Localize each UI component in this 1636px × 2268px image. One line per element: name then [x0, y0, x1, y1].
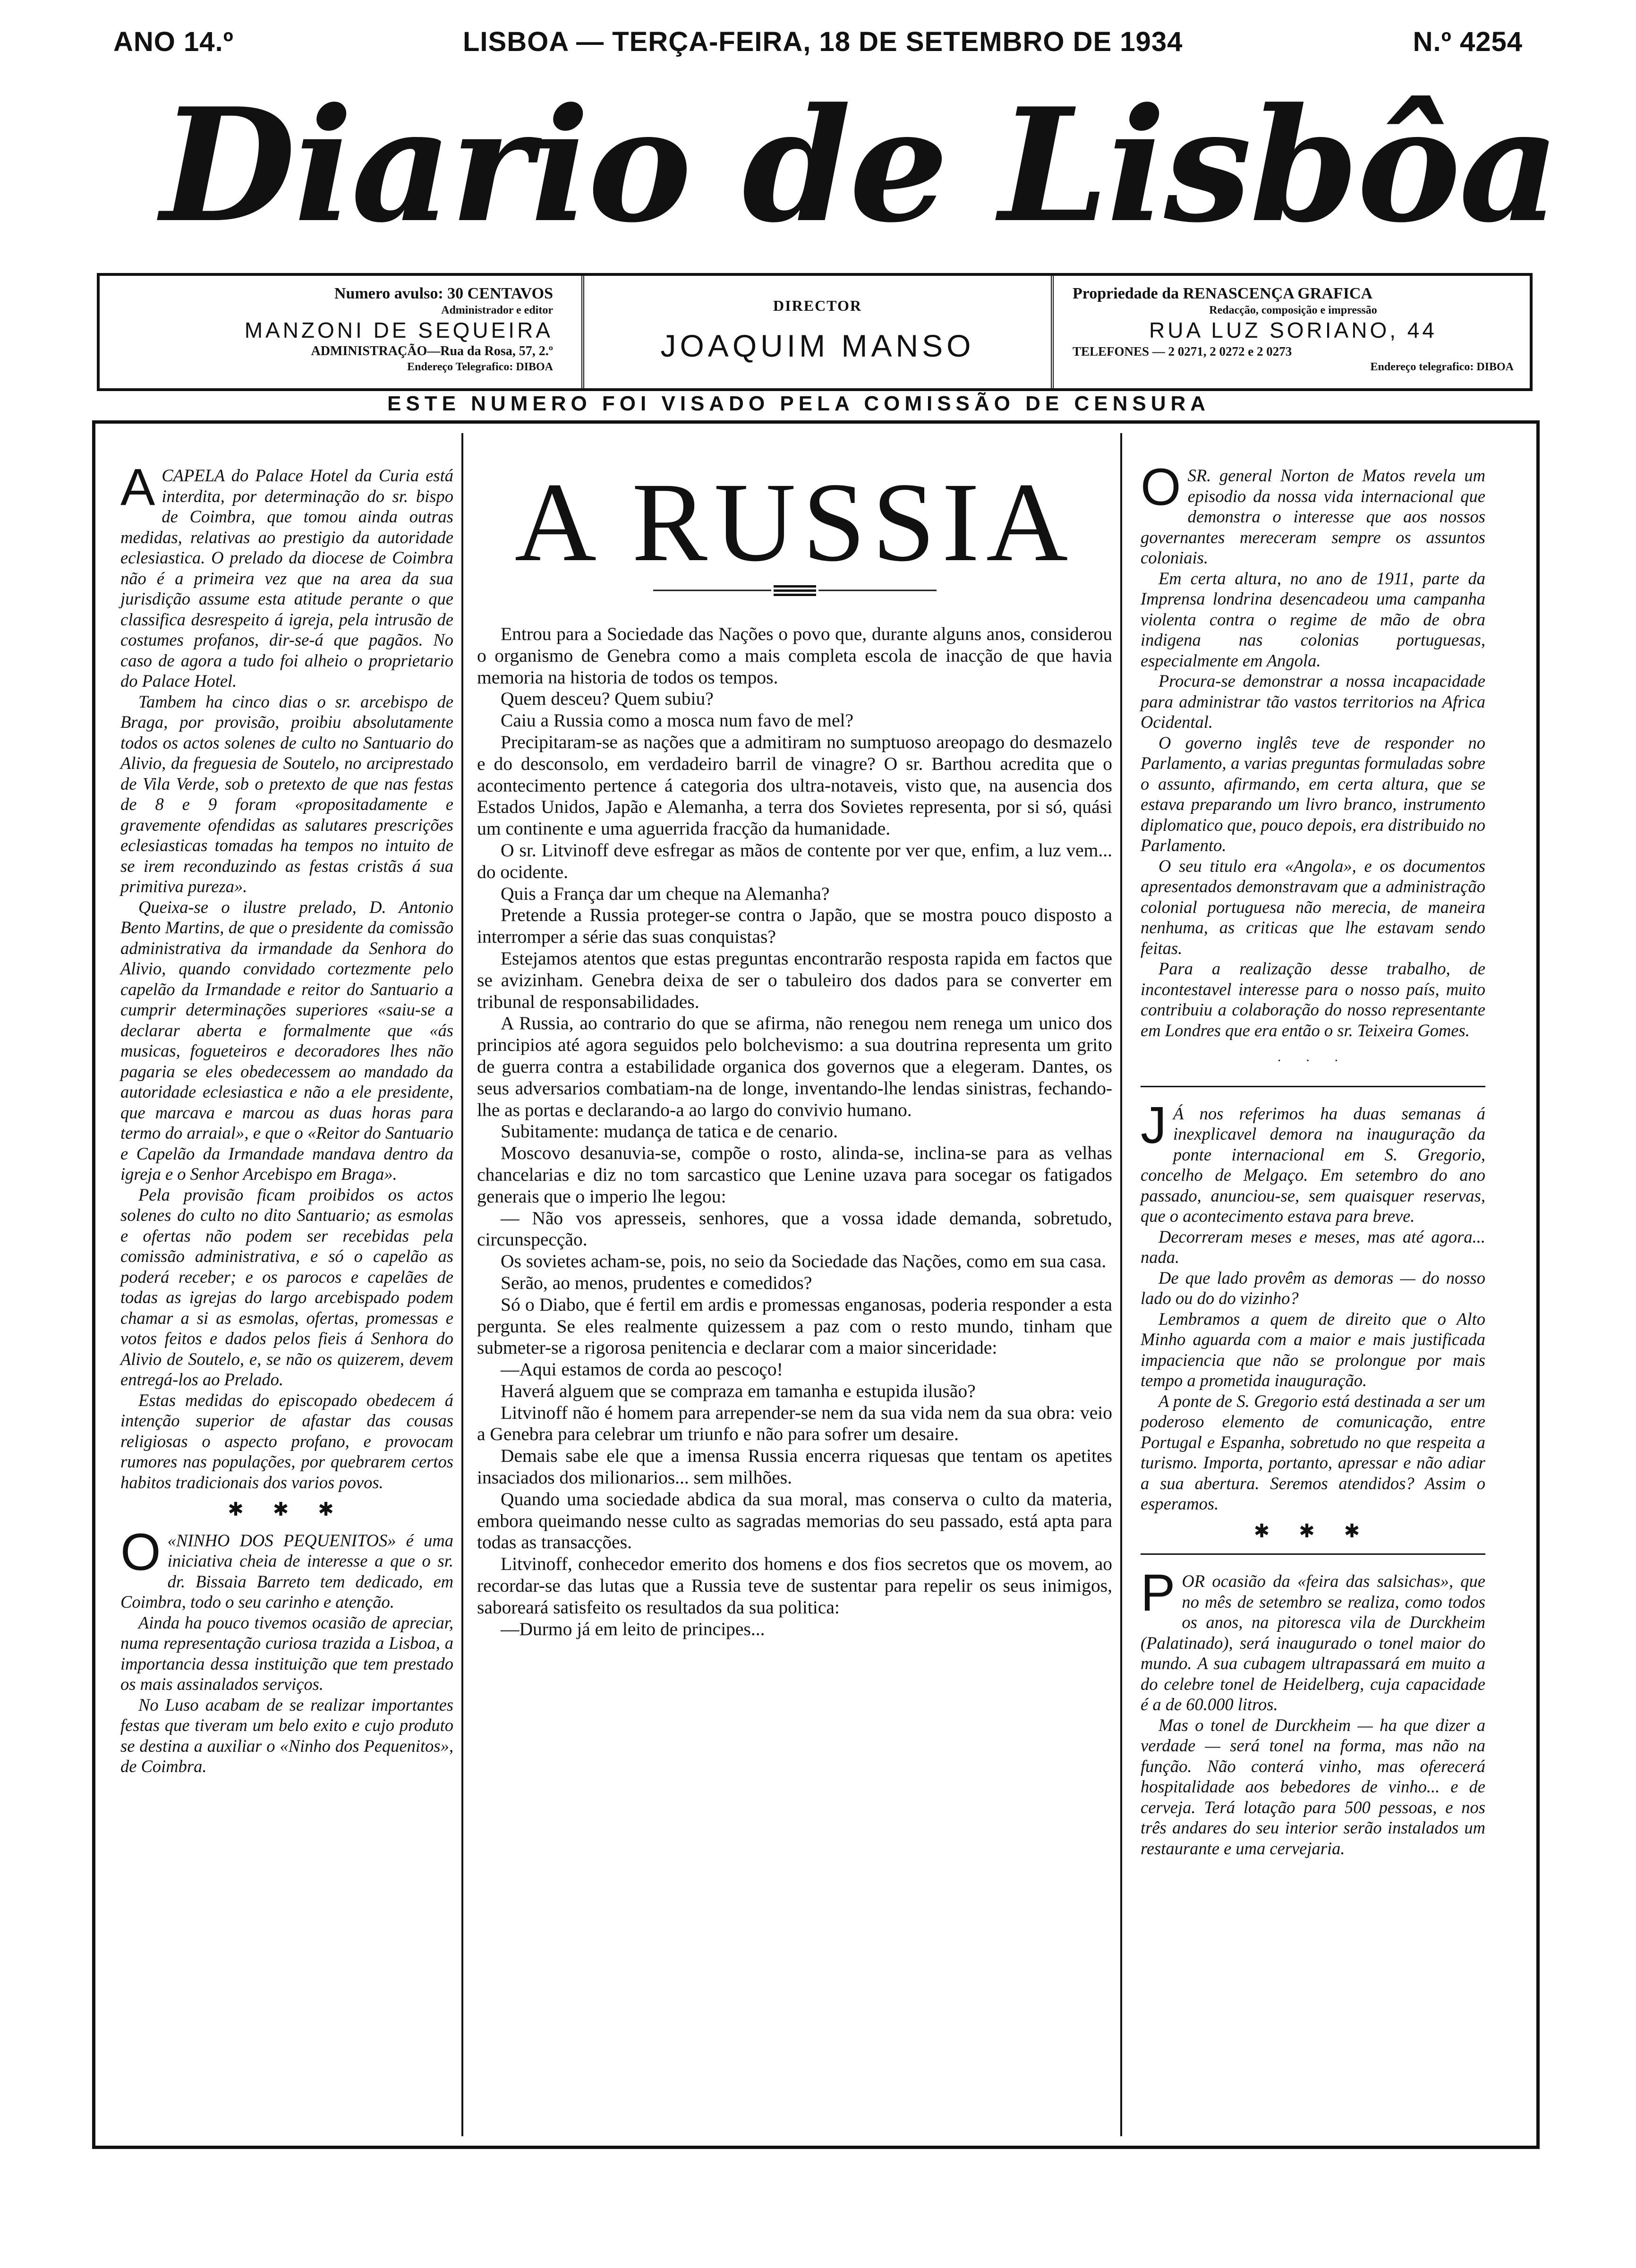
story-paragraph: Mas o tonel de Durckheim — ha que dizer a verdade — será tonel na forma, mas não na função. Não conterá vinho, mas oferecerá hospitalidade aos bebedores de vinho... e de cerveja. Terá lotação para 500 pessoas, e nos três andares do seu interior serão instalados um restaurante e uma cervejaria. — [1141, 1715, 1485, 1858]
info-box — [97, 273, 1533, 391]
article-paragraph: Demais sabe ele que a imensa Russia encerra riquesas que tentam os apetites insaciados dos milionarios... sem milhões. — [477, 1445, 1112, 1488]
story-paragraph: Estas medidas do episcopado obedecem á intenção superior de afastar das cousas religiosas o aspecto profano, e provocam rumores nas populações, por quebrarem certos habitos tradicionais dos varios povos. — [120, 1390, 453, 1492]
masthead — [161, 66, 1559, 264]
masthead-title: Diario de Lisbôa — [161, 74, 1559, 257]
story-paragraph: Lembramos a quem de direito que o Alto Minho aguarda com a maior e mais justificada impaciencia que não se prolongue por mais tempo a prometida inauguração. — [1141, 1309, 1485, 1390]
info-right — [1054, 276, 1533, 388]
director-name: JOAQUIM MANSO — [660, 328, 975, 363]
story-paragraph: ACAPELA do Palace Hotel da Curia está interdita, por determinação do sr. bispo de Coimbra, que tomou ainda outras medidas, relativas ao prestigio da autoridade eclesiastica. O prelado da diocese de Coimbra não é a primeira vez que na area da sua jurisdição assume esta atitude perante o que classifica desrespeito á igreja, pela intrusão de costumes profanos, dir-se-á que pagãos. No caso de agora a tudo foi alheio o proprietario do Palace Hotel. — [120, 458, 453, 691]
article-paragraph: O sr. Litvinoff deve esfregar as mãos de contente por ver que, enfim, a luz vem... do ocidente. — [477, 839, 1112, 882]
article-paragraph: Haverá alguem que se compraza em tamanha e estupida ilusão? — [501, 1380, 976, 1401]
section-separator: ✱ ✱ ✱ — [228, 1499, 346, 1520]
owner-line: Propriedade da RENASCENÇA GRAFICA — [1073, 285, 1373, 302]
story-paragraph: O governo inglês teve de responder no Parlamento, a varias preguntas formuladas sobre o assunto, afirmando, em certa altura, que se estava preparando um livro branco, instrumento diplomatico que, pouco depois, era distribuido no Parlamento. — [1141, 733, 1485, 855]
center-column — [477, 460, 1112, 1640]
article-paragraph: —Aqui estamos de corda ao pescoço! — [501, 1359, 783, 1380]
article-paragraph: Precipitaram-se as nações que a admitiram no sumptuoso areopago do desmazelo e do desconsolo, em verdadeiro barril de vinagre? O sr. Barthou acredita que o acontecimento pertence á categoria dos ultra-notaveis, visto que, na ausencia dos Estados Unidos, Japão e Alemanha, a terra dos Sovietes representa, por si só, quási um continente e uma aguerrida fracção da humanidade. — [477, 731, 1112, 839]
story-paragraph: J Á nos referimos ha duas semanas á inexplicavel demora na inauguração da ponte internacional em S. Gregorio, concelho de Melgaço. Em setembro do ano passado, anunciou-se, sem quaisquer reservas, que o acontecimento estava para breve. — [1141, 1096, 1485, 1226]
article-paragraph: Entrou para a Sociedade das Nações o povo que, durante alguns anos, considerou o organismo de Genebra como a mais completa escola de inacção de que havia memoria na historia de todos os tempos. — [477, 623, 1112, 688]
dateline: LISBOA — TERÇA-FEIRA, 18 DE SETEMBRO DE 1934 — [463, 26, 1183, 57]
story-paragraph: No Luso acabam de se realizar importantes festas que tiveram um belo exito e cujo produto se destina a auxiliar o «Ninho dos Pequenitos», de Coimbra. — [120, 1695, 453, 1776]
dropcap: J — [1141, 1096, 1167, 1154]
story-paragraph: Tambem ha cinco dias o sr. arcebispo de Braga, por provisão, proibiu absolutamente todos os actos solenes de culto no Santuario do Alivio, da freguesia de Soutelo, no arciprestado de Vila Verde, sob o pretexto de que nas festas de 8 e 9 foram «propositadamente e gravemente ofendidas as salutares prescrições eclesiasticas tomadas ha tempos no intuito de se irem reconduzindo as festas cristãs á sua primitiva pureza». — [120, 691, 453, 896]
section-separator: ✱ ✱ ✱ — [1253, 1520, 1372, 1542]
main-headline: A RUSSIA — [514, 459, 1075, 585]
issue-number: N.º 4254 — [1413, 26, 1523, 57]
street-line: RUA LUZ SORIANO, 44 — [1149, 318, 1437, 342]
story-paragraph: Procura-se demonstrar a nossa incapacidade para administrar tão vastos territorios na Africa Ocidental. — [1141, 671, 1485, 732]
right-telegraph: Endereço telegrafico: DIBOA — [1370, 361, 1514, 373]
left-column — [120, 458, 453, 1777]
story-paragraph: OSR. general Norton de Matos revela um episodio da nossa vida internacional que demonstra o interesse que aos nossos governantes mereceram sempre os assuntos coloniais. — [1141, 458, 1485, 567]
article-paragraph: — Não vos apresseis, senhores, que a vossa idade demanda, sobretudo, circunspecção. — [477, 1207, 1112, 1250]
censorship-notice: ESTE NUMERO FOI VISADO PELA COMISSÃO DE CENSURA — [387, 392, 1210, 415]
admin-address: ADMINISTRAÇÃO—Rua da Rosa, 57, 2.º — [311, 344, 553, 358]
story-paragraph: Pela provisão ficam proibidos os actos solenes do culto no dito Santuario; as esmolas e ofertas não podem ser recebidas pela comissão administrativa, e só o capelão as poderá receber; e os parocos e capelães de todas as igrejas do largo arcebispado podem chamar a si as esmolas, ofertas, promessas e votos feitos e dados pelos fieis á Senhora do Alivio de Soutelo, e, se não os quizerem, devem entregá-los ao Prelado. — [120, 1185, 453, 1389]
story-paragraph: O seu titulo era «Angola», e os documentos apresentados demonstravam que a administração colonial portuguesa não merecia, de maneira nenhuma, as criticas que lhe estavam sendo feitas. — [1141, 856, 1485, 958]
article-paragraph: Litvinoff, conhecedor emerito dos homens e dos fios secretos que os movem, ao recordar-se das lutas que a Russia teve de sustentar para repelir os seus inimigos, saboreará satisfeito os resultados da sua politica: — [477, 1553, 1112, 1618]
year-label: ANO 14.º — [113, 26, 234, 57]
article-paragraph: Os sovietes acham-se, pois, no seio da Sociedade das Nações, como em sua casa. — [501, 1251, 1107, 1272]
story-paragraph: Decorreram meses e meses, mas até agora... nada. — [1141, 1227, 1485, 1267]
section-rule — [1141, 1553, 1485, 1555]
price-line: Numero avulso: 30 CENTAVOS — [334, 285, 553, 302]
article-paragraph: Quis a França dar um cheque na Alemanha? — [501, 883, 830, 904]
dropcap: P — [1141, 1564, 1176, 1622]
admin-role: Administrador e editor — [441, 304, 553, 316]
right-column — [1141, 458, 1485, 1859]
director-label: DIRECTOR — [773, 297, 862, 314]
article-paragraph: Caiu a Russia como a mosca num favo de mel? — [501, 710, 854, 731]
story-paragraph: POR ocasião da «feira das salsichas», que no mês de setembro se realiza, como todos os anos, na pitoresca vila de Durckheim (Palatinado), será inaugurado o tonel maior do mundo. A sua cubagem ultrapassará em muito a do celebre tonel de Heidelberg, cuja capacidade é a de 60.000 litros. — [1141, 1564, 1485, 1714]
story-paragraph: De que lado provêm as demoras — do nosso lado ou do do vizinho? — [1141, 1268, 1485, 1308]
story-paragraph: O «NINHO DOS PEQUENITOS» é uma iniciativa cheia de interesse a que o sr. dr. Bissaia Barreto tem dedicado, em Coimbra, todo o seu carinho e atenção. — [120, 1523, 453, 1611]
article-paragraph: Litvinoff não é homem para arrepender-se nem da sua vida nem da sua obra: veio a Genebra para celebrar um triunfo e não para sofrer um desaire. — [477, 1402, 1112, 1445]
article-paragraph: Serão, ao menos, prudentes e comedidos? — [501, 1272, 812, 1293]
phones-line: TELEFONES — 2 0271, 2 0272 e 2 0273 — [1073, 344, 1292, 358]
section-separator: · · · — [1277, 1054, 1349, 1068]
story-paragraph: Ainda ha pouco tivemos ocasião de apreciar, numa representação curiosa trazida a Lisboa, a importancia dessa instituição que tem prestado os mais assinalados serviços. — [120, 1612, 453, 1694]
admin-telegraph: Endereço Telegrafico: DIBOA — [407, 361, 553, 373]
article-paragraph: Pretende a Russia proteger-se contra o Japão, que se mostra pouco disposto a interromper a série das suas conquistas? — [477, 904, 1112, 947]
header-line — [104, 26, 1532, 68]
dropcap: A — [120, 458, 155, 516]
story-paragraph: Para a realização desse trabalho, de incontestavel interesse para o nosso país, muito contribuiu a colaboração do nosso representante em Londres que era então o sr. Teixeira Gomes. — [1141, 959, 1485, 1040]
article-paragraph: Quem desceu? Quem subiu? — [501, 688, 714, 709]
office-line: Redacção, composição e impressão — [1209, 304, 1377, 316]
story-paragraph: A ponte de S. Gregorio está destinada a ser um poderoso elemento de comunicação, entre Portugal e Espanha, sobretudo no que respeita a turismo. Importa, portanto, apressar e não adiar a sua abertura. Seremos atendidos? Assim o esperamos. — [1141, 1391, 1485, 1513]
article-paragraph: Estejamos atentos que estas preguntas encontrarão resposta rapida em factos que se avizinham. Genebra deixa de ser o tabuleiro dos dados para se converter em tribunal de responsabilidades. — [477, 947, 1112, 1012]
headline-ornament-icon — [653, 583, 937, 597]
article-paragraph: Quando uma sociedade abdica da sua moral, mas conserva o culto da materia, embora queimando nesse culto as sagradas memorias do seu passado, está apta para todas as transacções. — [477, 1488, 1112, 1553]
info-left — [100, 276, 581, 388]
dropcap: O — [1141, 458, 1181, 516]
story-paragraph: Queixa-se o ilustre prelado, D. Antonio Bento Martins, de que o presidente da comissão administrativa da irmandade da Senhora do Alivio, quando convidado cortezmente pelo capelão da Irmandade e reitor do Santuario a cumprir determinações superiores «saiu-se a declarar aberta e formalmente que «ás musicas, fogueteiros e decoradores lhes não pagaria se eles obedecessem ao mandado da autoridade eclesiastica e não a ele presidente, que marcava e marcou as duas horas para termo do arraial», e que o «Reitor do Santuario e Capelão da Irmandade mandava dentro da igreja e o Senhor Arcebispo em Braga». — [120, 897, 453, 1184]
dropcap: O — [120, 1523, 161, 1581]
article-paragraph: Subitamente: mudança de tatica e de cenario. — [501, 1121, 838, 1142]
section-rule — [1141, 1086, 1485, 1087]
column-divider — [461, 433, 463, 2136]
article-paragraph: Moscovo desanuvia-se, compõe o rosto, alinda-se, inclina-se para as velhas chancelarias e diz no tom sarcastico que Lenine uzava para socegar os fatigados generais que o imperio lhe legou: — [477, 1143, 1112, 1207]
column-divider — [1120, 433, 1122, 2136]
info-center — [581, 276, 1054, 388]
article-paragraph: Só o Diabo, que é fertil em ardis e promessas enganosas, poderia responder a esta pergunta. Se eles realmente quizessem a paz com o resto mundo, tinham que submeter-se a rigorosa penitencia e declarar com a maior sinceridade: — [477, 1294, 1112, 1358]
admin-name: MANZONI DE SEQUEIRA — [244, 318, 553, 342]
story-paragraph: Em certa altura, no ano de 1911, parte da Imprensa londrina desencadeou uma campanha violenta contra o regime de mão de obra indigena nas colonias portuguesas, especialmente em Angola. — [1141, 568, 1485, 670]
article-paragraph: A Russia, ao contrario do que se afirma, não renegou nem renega um unico dos principios até agora seguidos pelo bolchevismo: a sua doutrina representa um grito de guerra contra a estabilidade organica dos governos que a elegeram. Dantes, os seus adversarios combatiam-na de longe, inventando-lhe lendas sinistras, fechando-lhe as portas e declarando-a ao largo do convivio humano. — [477, 1013, 1112, 1120]
article-paragraph: —Durmo já em leito de principes... — [501, 1618, 765, 1639]
